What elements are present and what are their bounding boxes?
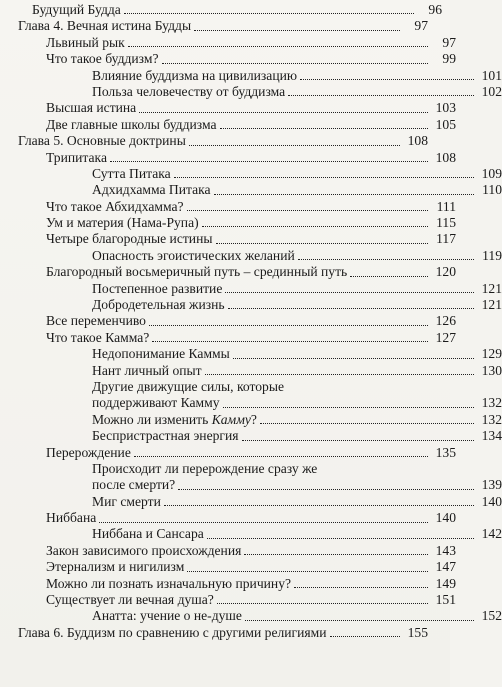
dot-leader	[187, 210, 428, 211]
toc-entry[interactable]	[0, 428, 502, 444]
toc-entry[interactable]	[0, 297, 502, 313]
toc-entry-title: Глава 5. Основные доктрины	[18, 133, 186, 149]
toc-entry-title-continued: поддерживают Камму	[92, 395, 220, 411]
toc-entry-line	[0, 461, 502, 477]
dot-leader	[217, 603, 428, 604]
toc-page-number: 121	[481, 297, 502, 313]
toc-page-number: 119	[482, 247, 502, 263]
toc-page-number: 105	[435, 116, 456, 132]
toc-entry[interactable]	[0, 133, 428, 149]
toc-entry[interactable]	[0, 445, 456, 461]
toc-page-number: 108	[407, 133, 428, 149]
dot-leader	[228, 308, 474, 309]
toc-entry-title: Глава 4. Вечная истина Будды	[18, 18, 192, 34]
toc-entry-title: Можно ли познать изначальную причину?	[46, 575, 292, 591]
toc-entry[interactable]	[0, 576, 456, 592]
dot-leader	[245, 620, 474, 621]
toc-entry[interactable]	[0, 2, 442, 18]
dot-leader	[216, 243, 429, 244]
toc-entry-title: Беспристрастная энергия	[92, 428, 239, 444]
toc-entry[interactable]	[0, 199, 456, 215]
toc-page-number: 115	[436, 215, 456, 231]
toc-page-number: 117	[436, 231, 456, 247]
toc-entry[interactable]	[0, 494, 502, 510]
toc-entry-line	[0, 379, 502, 395]
dot-leader	[244, 554, 428, 555]
toc-entry-title: Закон зависимого происхождения	[46, 542, 242, 558]
toc-entry-title: Постепенное развитие	[92, 280, 223, 296]
toc-page-number: 152	[481, 608, 502, 624]
toc-page-number: 142	[481, 526, 502, 542]
toc-entry-title: Все переменчиво	[46, 313, 146, 329]
toc-entry-title: Польза человечеству от буддизма	[92, 83, 286, 99]
toc-entry-title: Другие движущие силы, которые	[92, 378, 285, 394]
toc-entry-title: Добродетельная жизнь	[92, 297, 225, 313]
toc-entry-title: Миг смерти	[92, 493, 161, 509]
toc-entry-title: Опасность эгоистических желаний	[92, 247, 295, 263]
toc-entry[interactable]	[0, 363, 502, 379]
toc-entry[interactable]	[0, 559, 456, 575]
toc-entry-title: Две главные школы буддизма	[46, 116, 217, 132]
toc-page-number: 102	[481, 83, 502, 99]
table-of-contents	[0, 1, 502, 641]
toc-page-number: 97	[442, 34, 456, 50]
toc-entry-title: Что такое Камма?	[46, 329, 150, 345]
dot-leader	[162, 63, 429, 64]
toc-entry[interactable]	[0, 84, 502, 100]
dot-leader	[124, 13, 414, 14]
dot-leader	[178, 489, 474, 490]
toc-entry-title: Сутта Питака	[92, 165, 171, 181]
toc-entry[interactable]	[0, 215, 456, 231]
toc-page-number: 108	[435, 149, 456, 165]
dot-leader	[194, 30, 400, 31]
toc-entry[interactable]	[0, 477, 502, 493]
toc-entry-title: Перерождение	[46, 444, 131, 460]
toc-entry-title-italic: Камму	[211, 411, 251, 427]
toc-page-number: 120	[435, 264, 456, 280]
toc-page-number: 140	[481, 493, 502, 509]
dot-leader	[260, 423, 474, 424]
toc-page-number: 143	[435, 542, 456, 558]
toc-entry-title: Происходит ли перерождение сразу же	[92, 460, 318, 476]
toc-page-number: 103	[435, 100, 456, 116]
toc-page-number: 134	[481, 428, 502, 444]
toc-page-number: 99	[442, 51, 456, 67]
toc-entry-title: Глава 6. Буддизм по сравнению с другими религиями	[18, 624, 327, 640]
dot-leader	[205, 374, 474, 375]
toc-page-number: 130	[481, 362, 502, 378]
dot-leader	[174, 177, 474, 178]
dot-leader	[128, 46, 428, 47]
dot-leader	[149, 325, 428, 326]
toc-page-number: 96	[428, 1, 442, 17]
toc-page-number: 127	[435, 329, 456, 345]
dot-leader	[134, 456, 428, 457]
toc-page-number: 132	[481, 395, 502, 411]
dot-leader	[242, 440, 474, 441]
toc-entry[interactable]	[0, 18, 428, 34]
toc-page-number: 121	[481, 280, 502, 296]
dot-leader	[164, 505, 474, 506]
toc-entry[interactable]	[0, 264, 456, 280]
dot-leader	[233, 358, 474, 359]
toc-page-number: 155	[407, 624, 428, 640]
toc-entry[interactable]	[0, 527, 502, 543]
toc-entry[interactable]	[0, 346, 502, 362]
toc-entry-title: Львиный рык	[46, 34, 125, 50]
toc-entry-title: Ниббана	[46, 510, 97, 526]
dot-leader	[330, 636, 400, 637]
dot-leader	[189, 145, 400, 146]
dot-leader	[294, 587, 428, 588]
dot-leader	[110, 161, 428, 162]
toc-page-number: 139	[481, 477, 502, 493]
toc-entry-title: Будущий Будда	[32, 1, 121, 17]
toc-entry[interactable]	[0, 150, 456, 166]
dot-leader	[225, 292, 474, 293]
toc-entry[interactable]	[0, 100, 456, 116]
toc-page-number: 147	[435, 559, 456, 575]
toc-page-number: 110	[482, 182, 502, 198]
toc-entry[interactable]	[0, 182, 502, 198]
toc-entry-title: Ниббана и Сансара	[92, 526, 204, 542]
dot-leader	[152, 341, 428, 342]
toc-entry[interactable]	[0, 117, 456, 133]
toc-entry-title-part: Можно ли изменить	[92, 411, 212, 427]
toc-entry[interactable]	[0, 510, 456, 526]
toc-entry-title: Недопонимание Каммы	[92, 346, 230, 362]
toc-entry[interactable]	[0, 543, 456, 559]
toc-page-number: 126	[435, 313, 456, 329]
toc-page-number: 111	[436, 198, 456, 214]
toc-entry-title: Существует ли вечная душа?	[46, 592, 214, 608]
toc-entry-title: Анатта: учение о не-душе	[92, 608, 242, 624]
toc-entry[interactable]	[0, 412, 502, 428]
dot-leader	[214, 194, 474, 195]
toc-entry-title: Влияние буддизма на цивилизацию	[92, 67, 298, 83]
toc-page-number: 151	[435, 592, 456, 608]
toc-entry-title: Четыре благородные истины	[46, 231, 213, 247]
dot-leader	[220, 128, 429, 129]
toc-entry-title: Благородный восьмеричный путь – срединный путь	[46, 264, 348, 280]
toc-entry[interactable]	[0, 35, 456, 51]
toc-entry[interactable]	[0, 166, 502, 182]
toc-entry-title-tail: ?	[250, 411, 257, 427]
toc-entry[interactable]	[0, 231, 456, 247]
toc-page-number: 97	[414, 18, 428, 34]
dot-leader	[99, 522, 428, 523]
toc-entry[interactable]	[0, 68, 502, 84]
dot-leader	[300, 79, 474, 80]
toc-page-number: 135	[435, 444, 456, 460]
toc-entry-title: Высшая истина	[46, 100, 137, 116]
toc-entry-title: Ум и материя (Нама-Рупа)	[46, 215, 199, 231]
dot-leader	[139, 112, 428, 113]
toc-entry-title: Что такое Абхидхамма?	[46, 198, 184, 214]
dot-leader	[202, 226, 428, 227]
toc-entry[interactable]	[0, 395, 502, 411]
toc-page-number: 101	[481, 67, 502, 83]
toc-page-number: 140	[435, 510, 456, 526]
toc-entry-title	[92, 412, 258, 428]
toc-page-number: 149	[435, 575, 456, 591]
toc-entry[interactable]	[0, 592, 456, 608]
toc-entry[interactable]	[0, 51, 456, 67]
toc-entry[interactable]	[0, 608, 502, 624]
dot-leader	[288, 95, 474, 96]
dot-leader	[187, 571, 428, 572]
toc-entry[interactable]	[0, 330, 456, 346]
toc-entry[interactable]	[0, 313, 456, 329]
toc-entry[interactable]	[0, 281, 502, 297]
toc-entry[interactable]	[0, 625, 428, 641]
toc-page-number: 132	[481, 411, 502, 427]
toc-entry-title: Нант личный опыт	[92, 362, 202, 378]
dot-leader	[207, 538, 474, 539]
toc-entry[interactable]	[0, 248, 502, 264]
toc-entry-title: Трипитака	[46, 149, 107, 165]
toc-entry-title-continued: после смерти?	[92, 477, 176, 493]
dot-leader	[350, 276, 428, 277]
toc-entry-title: Что такое буддизм?	[46, 51, 159, 67]
toc-entry-title: Адхидхамма Питака	[92, 182, 211, 198]
dot-leader	[223, 407, 474, 408]
dot-leader	[298, 259, 474, 260]
toc-page-number: 129	[481, 346, 502, 362]
toc-entry-title: Этернализм и нигилизм	[46, 559, 185, 575]
toc-page-number: 109	[481, 165, 502, 181]
